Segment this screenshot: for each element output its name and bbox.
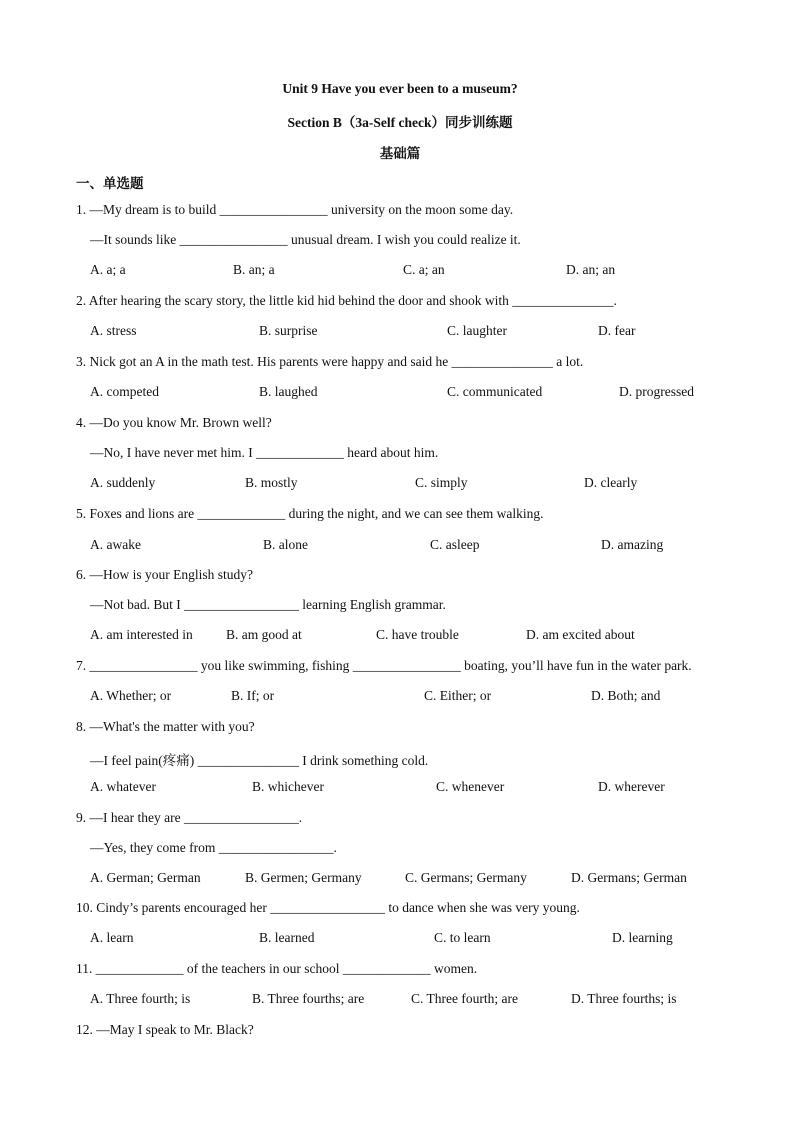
question-9-option-d: D. Germans; German: [571, 870, 687, 885]
question-6-option-b: B. am good at: [226, 627, 302, 642]
question-8-option-b: B. whichever: [252, 779, 324, 794]
question-1-option-d: D. an; an: [566, 262, 616, 277]
question-8-reply: —I feel pain(疼痛) _______________ I drink something cold.: [90, 753, 429, 768]
question-1-option-c: C. a; an: [403, 262, 445, 277]
question-10-option-b: B. learned: [259, 930, 315, 945]
question-12-text: 12. —May I speak to Mr. Black?: [76, 1022, 254, 1037]
question-7-text: 7. ________________ you like swimming, fishing ________________ boating, you’ll have fun in the water park.: [76, 658, 692, 673]
question-7-option-d: D. Both; and: [591, 688, 661, 703]
question-8-option-c: C. whenever: [436, 779, 505, 794]
question-11-option-c: C. Three fourth; are: [411, 991, 518, 1006]
question-7-option-a: A. Whether; or: [90, 688, 172, 703]
question-3-option-b: B. laughed: [259, 384, 318, 399]
question-3-text: 3. Nick got an A in the math test. His parents were happy and said he _______________ a lot.: [76, 354, 584, 369]
question-3-option-d: D. progressed: [619, 384, 694, 399]
question-4-option-a: A. suddenly: [90, 475, 156, 490]
question-2-option-c: C. laughter: [447, 323, 507, 338]
question-10-option-a: A. learn: [90, 930, 134, 945]
question-1-reply: —It sounds like ________________ unusual dream. I wish you could realize it.: [90, 232, 521, 247]
question-10-option-d: D. learning: [612, 930, 673, 945]
question-4-reply: —No, I have never met him. I _____________ heard about him.: [90, 445, 439, 460]
question-8-option-d: D. wherever: [598, 779, 665, 794]
question-2-option-d: D. fear: [598, 323, 636, 338]
question-2-option-b: B. surprise: [259, 323, 318, 338]
question-4-option-d: D. clearly: [584, 475, 638, 490]
question-9-option-c: C. Germans; Germany: [405, 870, 527, 885]
question-3-option-c: C. communicated: [447, 384, 543, 399]
question-6-option-d: D. am excited about: [526, 627, 635, 642]
question-5-option-b: B. alone: [263, 537, 308, 552]
question-4-option-b: B. mostly: [245, 475, 298, 490]
question-11-text: 11. _____________ of the teachers in our school _____________ women.: [76, 961, 478, 976]
question-5-option-d: D. amazing: [601, 537, 664, 552]
question-11-option-a: A. Three fourth; is: [90, 991, 191, 1006]
question-11-option-b: B. Three fourths; are: [252, 991, 365, 1006]
question-5-option-c: C. asleep: [430, 537, 480, 552]
question-1-option-a: A. a; a: [90, 262, 126, 277]
question-6-text: 6. —How is your English study?: [76, 567, 253, 582]
section-title: Section B（3a-Self check）同步训练题: [287, 115, 513, 130]
question-1-option-b: B. an; a: [233, 262, 275, 277]
question-8-text: 8. —What's the matter with you?: [76, 719, 255, 734]
question-4-text: 4. —Do you know Mr. Brown well?: [76, 415, 272, 430]
question-2-text: 2. After hearing the scary story, the little kid hid behind the door and shook with _______________.: [76, 293, 617, 308]
question-8-option-a: A. whatever: [90, 779, 156, 794]
question-7-option-c: C. Either; or: [424, 688, 492, 703]
question-1-text: 1. —My dream is to build ________________ university on the moon some day.: [76, 202, 514, 217]
level-title: 基础篇: [379, 146, 421, 161]
question-10-option-c: C. to learn: [434, 930, 491, 945]
question-11-option-d: D. Three fourths; is: [571, 991, 677, 1006]
question-2-option-a: A. stress: [90, 323, 137, 338]
question-5-option-a: A. awake: [90, 537, 141, 552]
question-7-option-b: B. If; or: [231, 688, 275, 703]
question-6-option-c: C. have trouble: [376, 627, 459, 642]
question-4-option-c: C. simply: [415, 475, 468, 490]
question-9-reply: —Yes, they come from _________________.: [90, 840, 337, 855]
unit-title: Unit 9 Have you ever been to a museum?: [282, 81, 518, 96]
question-3-option-a: A. competed: [90, 384, 159, 399]
question-5-text: 5. Foxes and lions are _____________ during the night, and we can see them walking.: [76, 506, 544, 521]
question-9-option-b: B. Germen; Germany: [245, 870, 362, 885]
question-9-text: 9. —I hear they are _________________.: [76, 810, 303, 825]
question-6-reply: —Not bad. But I _________________ learning English grammar.: [90, 597, 446, 612]
question-6-option-a: A. am interested in: [90, 627, 193, 642]
question-10-text: 10. Cindy’s parents encouraged her _________________ to dance when she was very young.: [76, 900, 580, 915]
part-heading: 一、单选题: [76, 176, 144, 192]
question-9-option-a: A. German; German: [90, 870, 201, 885]
